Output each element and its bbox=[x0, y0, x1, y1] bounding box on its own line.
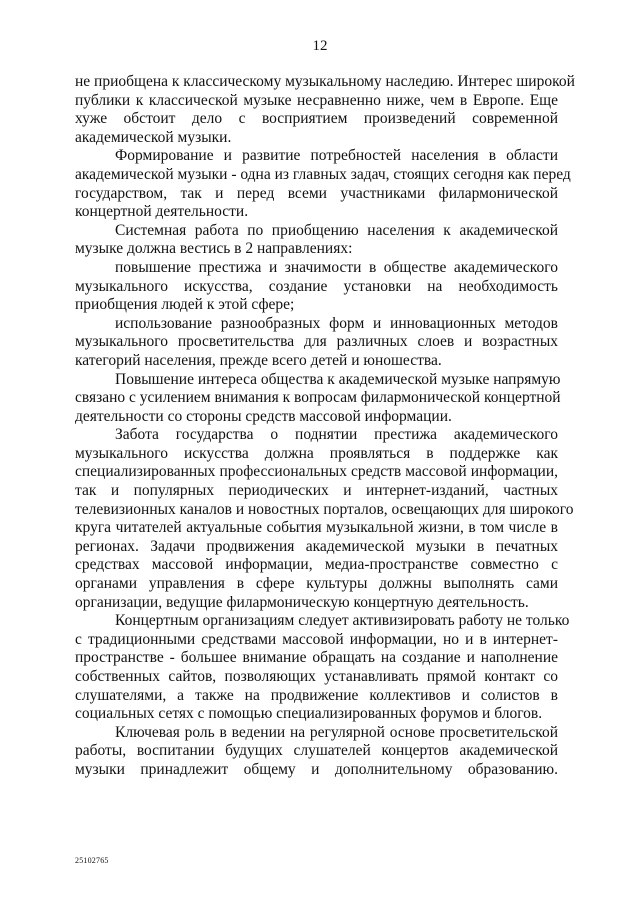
text-line: работы, воспитании будущих слушателей концертов академической bbox=[75, 742, 558, 760]
document-id: 25102765 bbox=[75, 856, 109, 865]
text-line: концертной деятельности. bbox=[75, 203, 249, 221]
text-line: хуже обстоит дело с восприятием произведений современной bbox=[75, 110, 558, 128]
text-line: академической музыки. bbox=[75, 128, 232, 146]
text-line: использование разнообразных форм и инновационных методов bbox=[115, 314, 558, 332]
text-line: приобщения людей к этой сфере; bbox=[75, 296, 295, 314]
text-line: повышение престижа и значимости в обществе академического bbox=[115, 258, 558, 276]
text-line: академической музыки - одна из главных задач, стоящих сегодня как перед bbox=[75, 165, 571, 183]
text-line: деятельности со стороны средств массовой информации. bbox=[75, 407, 452, 425]
body-text bbox=[75, 73, 575, 780]
text-line: специализированных профессиональных средств массовой информации, bbox=[75, 463, 558, 481]
text-line: государством, так и перед всеми участниками филармонической bbox=[75, 184, 558, 202]
text-line: так и популярных периодических и интернет-изданий, частных bbox=[75, 482, 558, 500]
page-number: 12 bbox=[312, 38, 328, 54]
text-line: собственных сайтов, позволяющих устанавливать прямой контакт со bbox=[75, 668, 558, 685]
text-line: регионах. Задачи продвижения академической музыки в печатных bbox=[75, 537, 558, 555]
text-line: не приобщена к классическому музыкальному наследию. Интерес широкой bbox=[75, 73, 575, 90]
text-line: музыкального искусства, создание установки на необходимость bbox=[75, 277, 558, 295]
text-line: организации, ведущие филармоническую концертную деятельность. bbox=[75, 593, 529, 611]
text-line: Концертным организациям следует активизировать работу не только bbox=[115, 612, 570, 630]
text-line: публики к классической музыке несравненно ниже, чем в Европе. Еще bbox=[75, 91, 558, 109]
text-line: Повышение интереса общества к академической музыке напрямую bbox=[115, 370, 561, 388]
text-line: музыки принадлежит общему и дополнительному образованию. bbox=[75, 760, 558, 778]
text-line: органами управления в сфере культуры должны выполнять сами bbox=[75, 575, 558, 593]
text-line: категорий населения, прежде всего детей и юношества. bbox=[75, 351, 442, 369]
text-line: слушателями, а также на продвижение коллективов и солистов в bbox=[75, 686, 558, 704]
text-line: пространстве - большее внимание обращать на создание и наполнение bbox=[75, 649, 558, 667]
text-line: Формирование и развитие потребностей населения в области bbox=[115, 147, 558, 165]
text-line: с традиционными средствами массовой информации, но и в интернет- bbox=[75, 630, 558, 648]
text-line: музыкального искусства должна проявляться в поддержке как bbox=[75, 444, 558, 462]
text-line: музыкального просветительства для различных слоев и возрастных bbox=[75, 333, 558, 351]
text-line: связано с усилением внимания к вопросам филармонической концертной bbox=[75, 389, 561, 407]
text-line: Системная работа по приобщению населения к академической bbox=[115, 221, 558, 239]
text-line: музыке должна вестись в 2 направлениях: bbox=[75, 240, 353, 258]
text-line: социальных сетях с помощью специализированных форумов и блогов. bbox=[75, 705, 543, 723]
text-line: телевизионных каналов и новостных порталов, освещающих для широкого bbox=[75, 500, 574, 518]
text-line: средствах массовой информации, медиа-пространстве совместно с bbox=[75, 556, 558, 574]
text-line: Ключевая роль в ведении на регулярной основе просветительской bbox=[115, 723, 558, 741]
text-line: Забота государства о поднятии престижа академического bbox=[115, 426, 558, 444]
text-line: круга читателей актуальные события музыкальной жизни, в том числе в bbox=[75, 519, 558, 537]
